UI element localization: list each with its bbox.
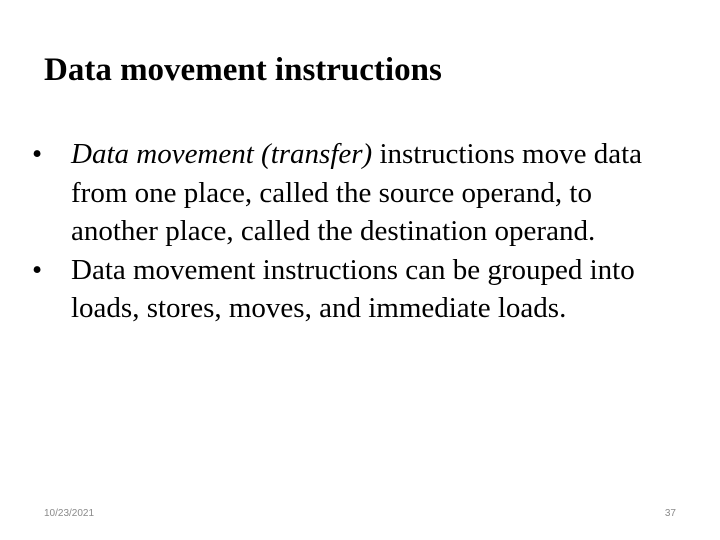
bullet-text: instructions move data from one place, called the source operand, to another place, called the destination operand. — [71, 138, 643, 247]
bullet-item — [30, 135, 680, 251]
bullet-emphasis: Data movement (transfer) — [71, 138, 373, 170]
bullet-item — [30, 251, 680, 328]
bullet-marker: • — [32, 253, 43, 286]
bullet-list — [30, 135, 680, 328]
footer-date: 10/23/2021 — [44, 508, 95, 519]
bullet-marker: • — [32, 138, 43, 170]
page-number: 37 — [664, 508, 676, 519]
bullet-text: Data movement instructions can be grouped into loads, stores, moves, and immediate loads. — [71, 253, 635, 324]
slide-title: Data movement instructions — [44, 52, 442, 88]
